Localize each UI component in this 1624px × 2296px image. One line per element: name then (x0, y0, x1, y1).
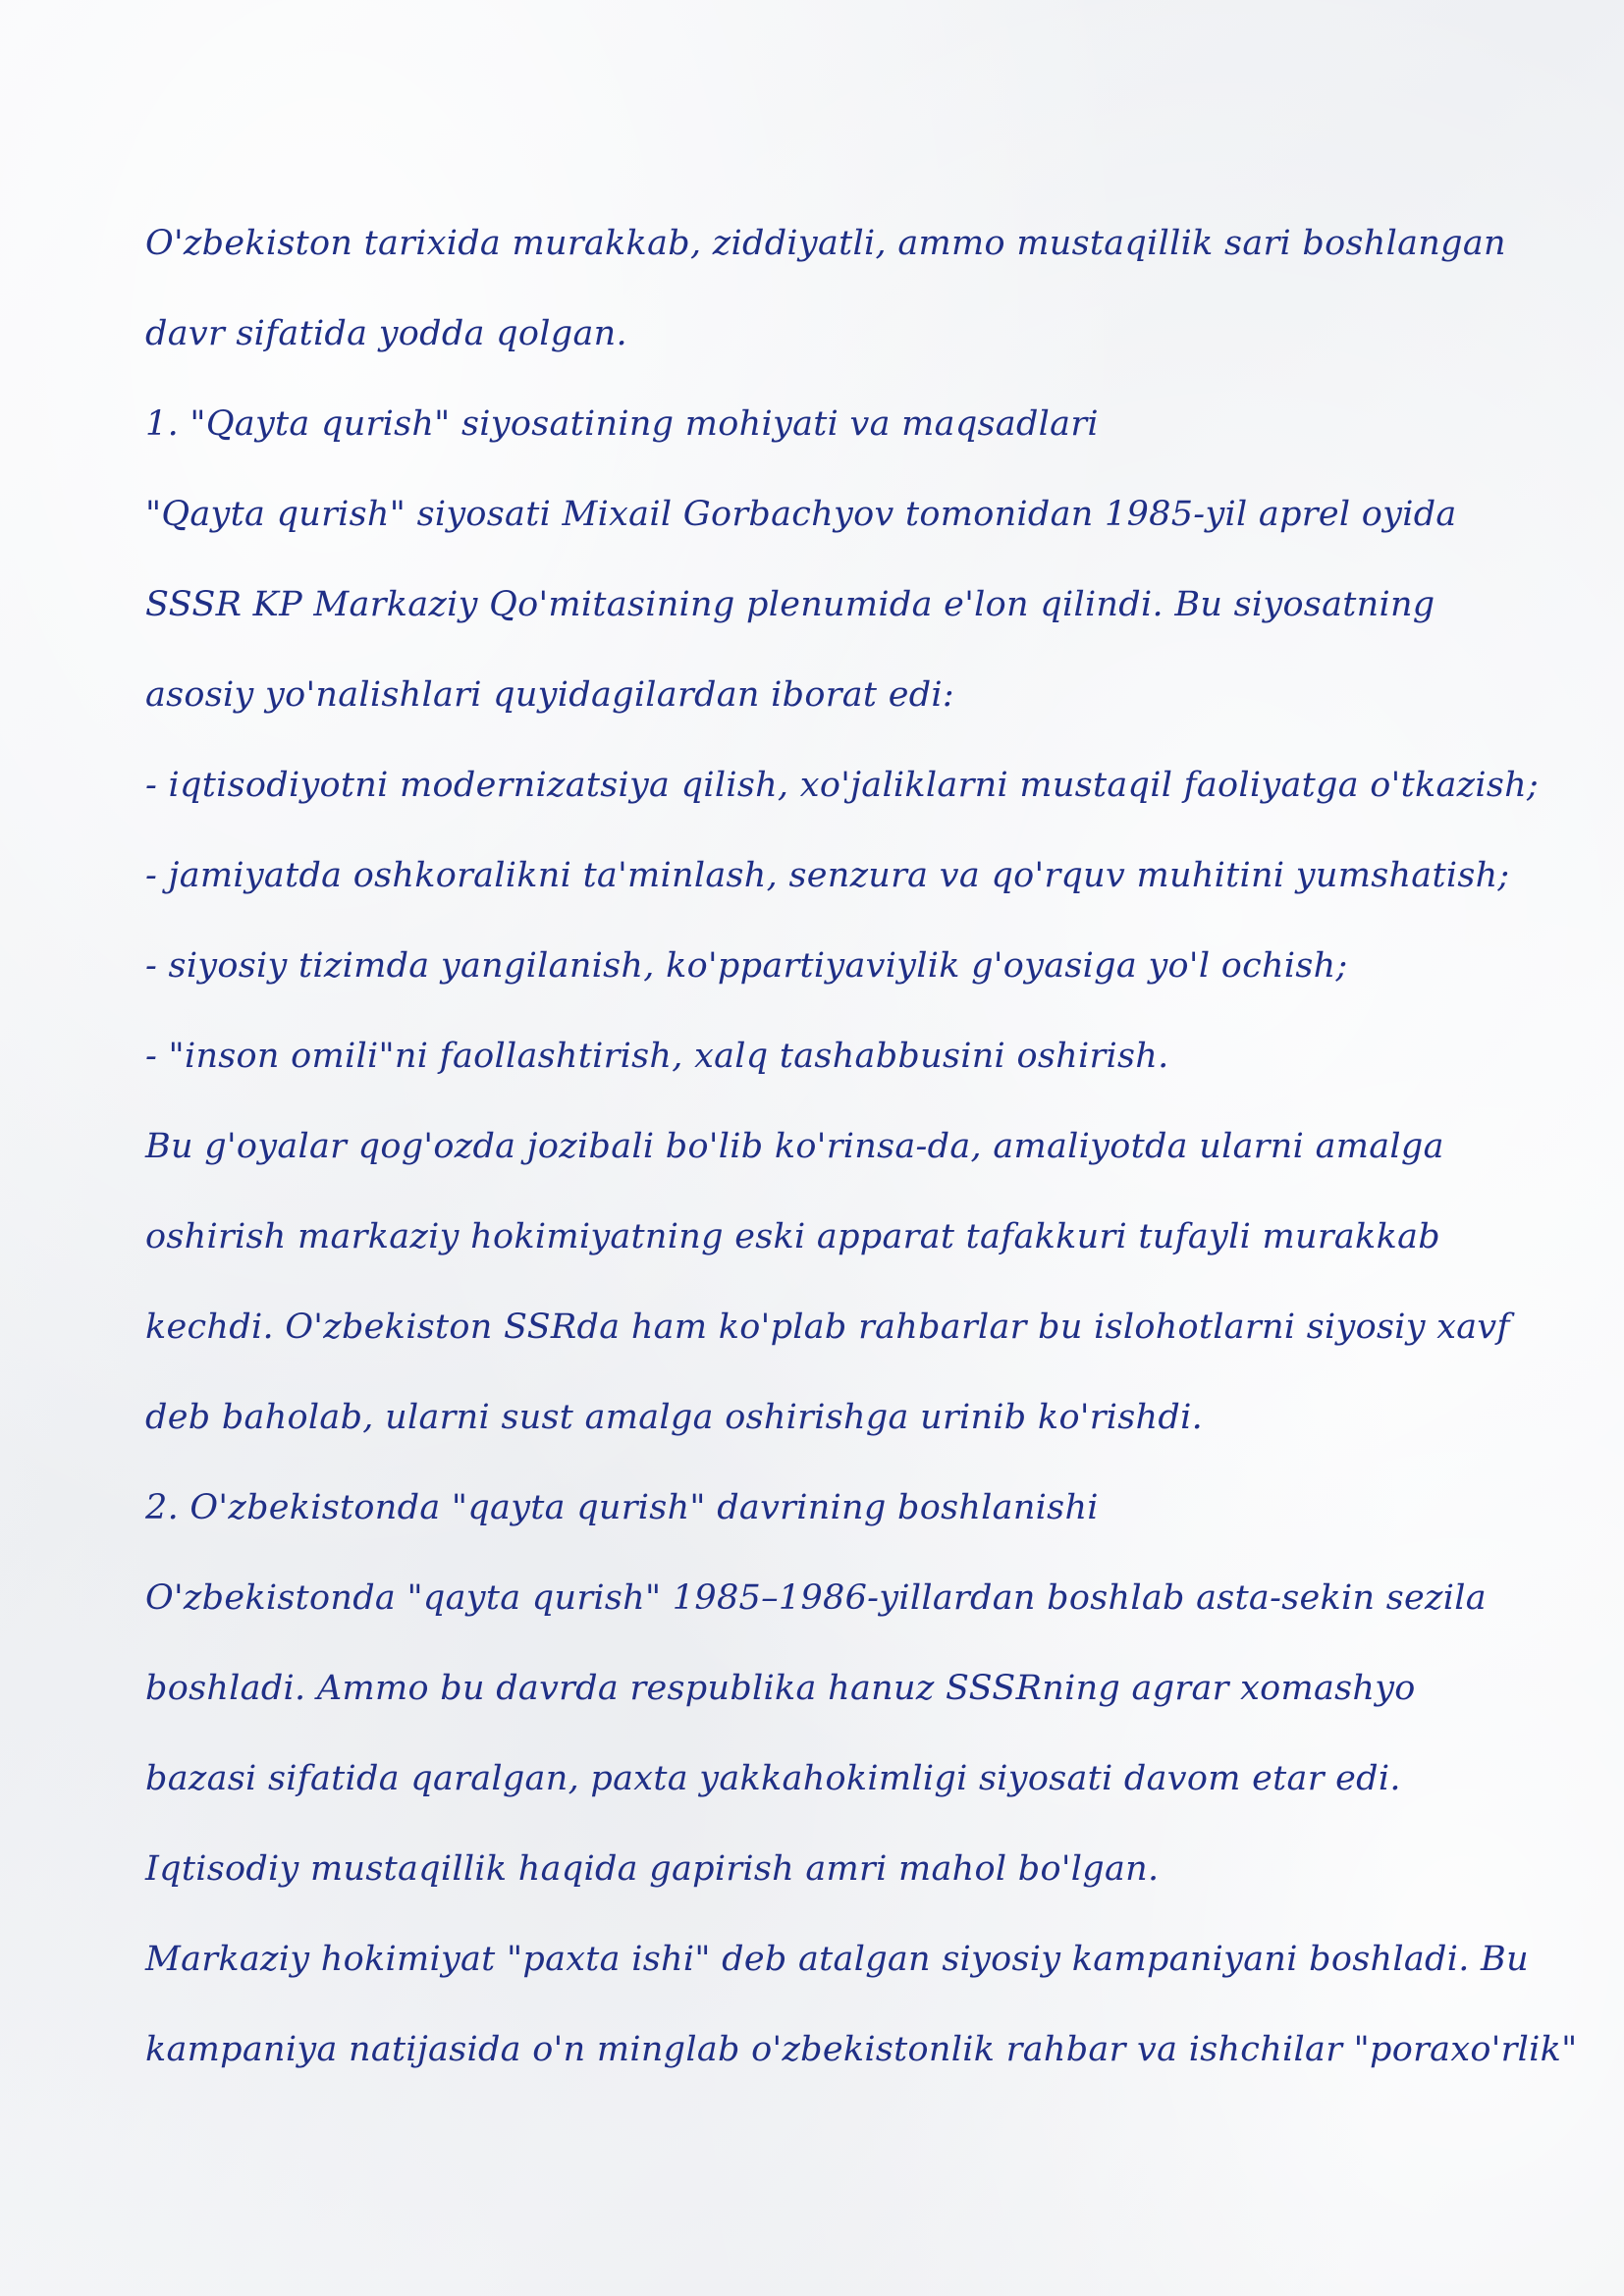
text-line: deb baholab, ularni sust amalga oshirishga urinib ko'rishdi. (145, 1398, 1203, 1437)
text-line: Markaziy hokimiyat "paxta ishi" deb atalgan siyosiy kampaniyani boshladi. Bu (145, 1940, 1529, 1979)
section-heading: 2. O'zbekistonda "qayta qurish" davrining boshlanishi (145, 1488, 1099, 1527)
text-line: oshirish markaziy hokimiyatning eski apparat tafakkuri tufayli murakkab (145, 1217, 1440, 1256)
text-line: Iqtisodiy mustaqillik haqida gapirish amri mahol bo'lgan. (145, 1849, 1160, 1889)
list-item: - "inson omili"ni faollashtirish, xalq tashabbusini oshirish. (145, 1037, 1169, 1076)
text-line: bazasi sifatida qaralgan, paxta yakkahokimligi siyosati davom etar edi. (145, 1759, 1401, 1798)
text-line: Bu g'oyalar qog'ozda jozibali bo'lib ko'rinsa-da, amaliyotda ularni amalga (145, 1127, 1444, 1166)
handwritten-text-block (145, 214, 1578, 2110)
text-line: asosiy yo'nalishlari quyidagilardan iborat edi: (145, 675, 955, 715)
text-line: O'zbekiston tarixida murakkab, ziddiyatli, ammo mustaqillik sari boshlangan (145, 224, 1506, 263)
list-item: - jamiyatda oshkoralikni ta'minlash, senzura va qo'rquv muhitini yumshatish; (145, 856, 1510, 895)
text-line: kampaniya natijasida o'n minglab o'zbekistonlik rahbar va ishchilar "poraxo'rlik" (145, 2030, 1578, 2069)
text-line: SSSR KP Markaziy Qo'mitasining plenumida e'lon qilindi. Bu siyosatning (145, 585, 1435, 624)
list-item: - siyosiy tizimda yangilanish, ko'ppartiyaviylik g'oyasiga yo'l ochish; (145, 946, 1348, 986)
section-heading: 1. "Qayta qurish" siyosatining mohiyati va maqsadlari (145, 404, 1099, 444)
text-line: davr sifatida yodda qolgan. (145, 314, 627, 353)
text-line: boshladi. Ammo bu davrda respublika hanuz SSSRning agrar xomashyo (145, 1669, 1416, 1708)
text-line: "Qayta qurish" siyosati Mixail Gorbachyov tomonidan 1985-yil aprel oyida (145, 495, 1457, 534)
text-line: kechdi. O'zbekiston SSRda ham ko'plab rahbarlar bu islohotlarni siyosiy xavf (145, 1308, 1510, 1347)
text-line: O'zbekistonda "qayta qurish" 1985–1986-yillardan boshlab asta-sekin sezila (145, 1578, 1487, 1618)
list-item: - iqtisodiyotni modernizatsiya qilish, xo'jaliklarni mustaqil faoliyatga o'tkazish; (145, 766, 1540, 805)
